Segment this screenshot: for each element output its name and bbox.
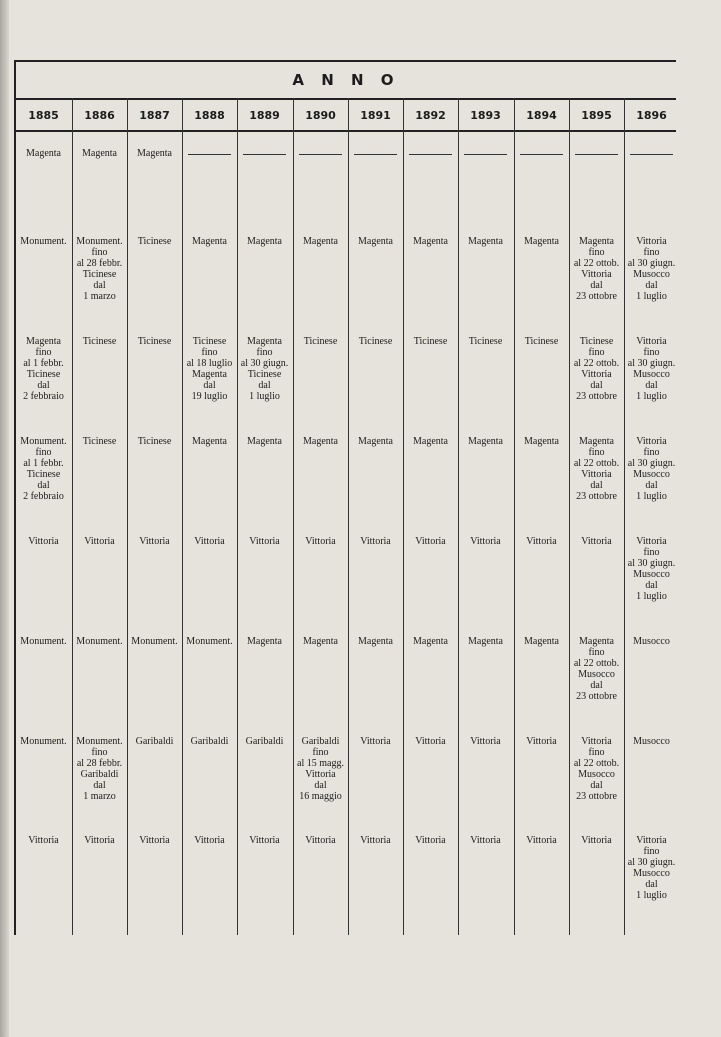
table-cell: Vittoria [249, 536, 280, 547]
table-cell: Vittoria [526, 835, 557, 846]
empty-cell-dash [188, 154, 231, 155]
empty-cell-dash [243, 154, 286, 155]
table-cell: Vittoria [581, 536, 612, 547]
table-cell: Ticinese [82, 336, 117, 347]
table-cell: Vittoria [415, 835, 446, 846]
table-cell: Ticinese [137, 336, 172, 347]
table-cell: Vittoria [415, 736, 446, 747]
column-divider [72, 98, 73, 935]
table-cell: Magenta fino al 22 ottob. Musocco dal 23 ottobre [573, 636, 620, 702]
table-cell: Magenta [303, 436, 338, 447]
year-header: 1893 [470, 108, 501, 122]
column-divider [237, 98, 238, 935]
table-cell: Ticinese [358, 336, 393, 347]
table-cell: Magenta [247, 636, 282, 647]
year-header: 1888 [194, 108, 225, 122]
table-cell: Magenta [192, 436, 227, 447]
table-cell: Magenta [413, 236, 448, 247]
page-edge [0, 0, 9, 1037]
table-cell: Vittoria fino al 30 giugn. Musocco dal 1 luglio [627, 336, 676, 402]
table-cell: Magenta [358, 436, 393, 447]
year-header: 1895 [581, 108, 612, 122]
table-cell: Ticinese fino al 22 ottob. Vittoria dal 23 ottobre [573, 336, 620, 402]
column-divider [569, 98, 570, 935]
table-cell: Magenta [303, 636, 338, 647]
table-cell: Magenta [468, 636, 503, 647]
table-cell: Vittoria fino al 22 ottob. Musocco dal 23 ottobre [573, 736, 620, 802]
table-cell: Ticinese [137, 236, 172, 247]
table-cell: Vittoria [415, 536, 446, 547]
column-divider [348, 98, 349, 935]
table-cell: Vittoria [84, 835, 115, 846]
empty-cell-dash [520, 154, 563, 155]
table-cell: Vittoria [360, 536, 391, 547]
table-cell: Vittoria [360, 835, 391, 846]
table-cell: Magenta fino al 30 giugn. Ticinese dal 1 luglio [240, 336, 289, 402]
table-cell: Magenta [303, 236, 338, 247]
table-cell: Garibaldi fino al 15 magg. Vittoria dal 16 maggio [297, 736, 344, 802]
table-cell: Magenta [358, 636, 393, 647]
year-header: 1892 [415, 108, 446, 122]
table-cell: Garibaldi [190, 736, 229, 747]
table-cell: Garibaldi [245, 736, 284, 747]
empty-cell-dash [575, 154, 618, 155]
table-cell: Vittoria [360, 736, 391, 747]
table-cell: Vittoria [194, 536, 225, 547]
table-cell: Monument. [20, 636, 67, 647]
year-header: 1896 [636, 108, 667, 122]
table-cell: Vittoria fino al 30 giugn. Musocco dal 1 luglio [627, 536, 676, 602]
empty-cell-dash [630, 154, 673, 155]
table-cell: Monument. [20, 736, 67, 747]
table-cell: Vittoria fino al 30 giugn. Musocco dal 1 luglio [627, 835, 676, 901]
table-cell: Magenta fino al 22 ottob. Vittoria dal 23 ottobre [573, 436, 620, 502]
table-cell: Magenta [524, 236, 559, 247]
table-cell: Ticinese [413, 336, 448, 347]
table-cell: Monument. [20, 236, 67, 247]
table-cell: Magenta [247, 436, 282, 447]
table-cell: Garibaldi [135, 736, 174, 747]
table-cell: Vittoria [526, 536, 557, 547]
empty-cell-dash [409, 154, 452, 155]
table-cell: Vittoria [249, 835, 280, 846]
table-cell: Monument. [186, 636, 233, 647]
year-header: 1886 [84, 108, 115, 122]
table-cell: Magenta fino al 22 ottob. Vittoria dal 23 ottobre [573, 236, 620, 302]
empty-cell-dash [354, 154, 397, 155]
table-cell: Vittoria [139, 835, 170, 846]
table-cell: Ticinese [303, 336, 338, 347]
table-cell: Vittoria [305, 536, 336, 547]
column-divider [458, 98, 459, 935]
year-header: 1889 [249, 108, 280, 122]
table-cell: Vittoria [28, 835, 59, 846]
year-header: 1890 [305, 108, 336, 122]
table-cell: Monument. [131, 636, 178, 647]
table-cell: Magenta fino al 1 febbr. Ticinese dal 2 febbraio [23, 336, 64, 402]
table-cell: Ticinese [137, 436, 172, 447]
year-header: 1885 [28, 108, 59, 122]
table-cell: Monument. fino al 28 febbr. Ticinese dal 1 marzo [76, 236, 123, 302]
table-cell: Musocco [633, 736, 670, 747]
empty-cell-dash [464, 154, 507, 155]
table-cell: Musocco [633, 636, 670, 647]
table-cell: Magenta [468, 436, 503, 447]
table-cell: Vittoria [28, 536, 59, 547]
table-cell: Vittoria [305, 835, 336, 846]
table-cell: Vittoria [470, 835, 501, 846]
table-cell: Ticinese fino al 18 luglio Magenta dal 19 luglio [186, 336, 233, 402]
table-cell: Ticinese [524, 336, 559, 347]
table-cell: Vittoria [470, 536, 501, 547]
year-header: 1891 [360, 108, 391, 122]
table-cell: Magenta [468, 236, 503, 247]
table-cell: Monument. [76, 636, 123, 647]
table-cell: Vittoria [581, 835, 612, 846]
table-cell: Vittoria [194, 835, 225, 846]
column-divider [514, 98, 515, 935]
year-header: 1894 [526, 108, 557, 122]
table-cell: Vittoria [84, 536, 115, 547]
table-cell: Monument. fino al 1 febbr. Ticinese dal 2 febbraio [20, 436, 67, 502]
year-rule [16, 130, 676, 132]
table-cell: Magenta [82, 148, 117, 159]
table-cell: Magenta [524, 436, 559, 447]
table-cell: Vittoria fino al 30 giugn. Musocco dal 1 luglio [627, 436, 676, 502]
column-divider [403, 98, 404, 935]
table-cell: Magenta [192, 236, 227, 247]
table-cell: Vittoria [470, 736, 501, 747]
table-cell: Ticinese [468, 336, 503, 347]
table-cell: Monument. fino al 28 febbr. Garibaldi dal 1 marzo [76, 736, 123, 802]
table-cell: Magenta [413, 436, 448, 447]
table-cell: Magenta [137, 148, 172, 159]
table-cell: Vittoria [526, 736, 557, 747]
table-cell: Magenta [358, 236, 393, 247]
column-divider [182, 98, 183, 935]
column-divider [293, 98, 294, 935]
year-header: 1887 [139, 108, 170, 122]
table-cell: Magenta [413, 636, 448, 647]
table-cell: Magenta [26, 148, 61, 159]
anno-header: A N N O [292, 71, 400, 89]
table-cell: Ticinese [82, 436, 117, 447]
column-divider [127, 98, 128, 935]
empty-cell-dash [299, 154, 342, 155]
table-cell: Magenta [524, 636, 559, 647]
table-cell: Magenta [247, 236, 282, 247]
table-cell: Vittoria [139, 536, 170, 547]
table-cell: Vittoria fino al 30 giugn. Musocco dal 1 luglio [627, 236, 676, 302]
column-divider [624, 98, 625, 935]
